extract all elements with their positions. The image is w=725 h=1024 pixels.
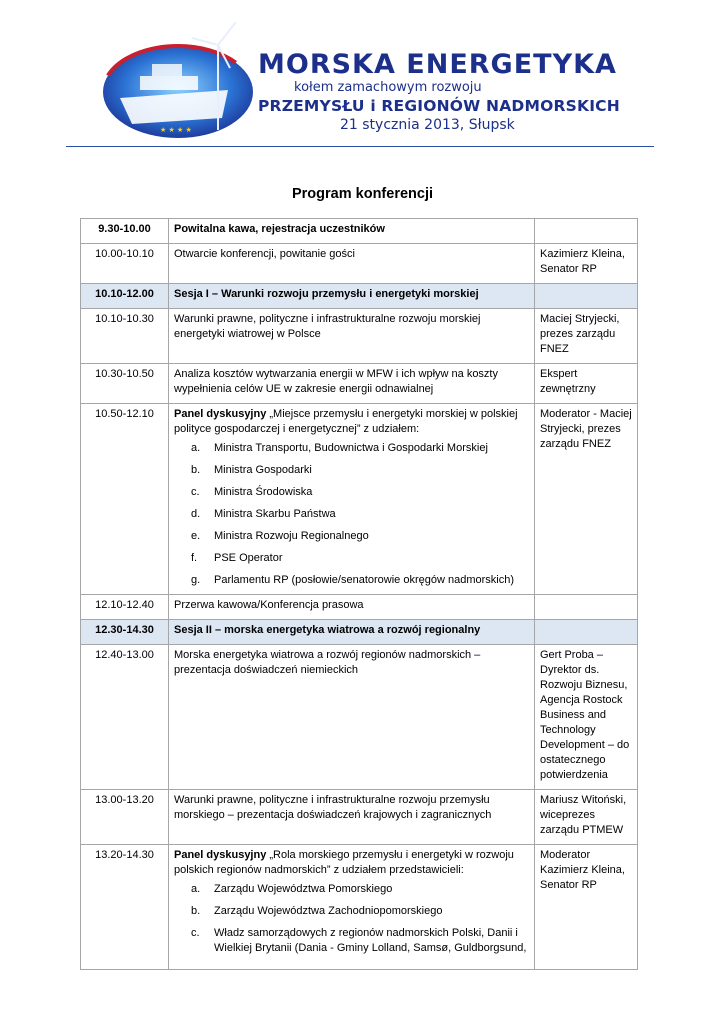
row-speaker: Kazimierz Kleina, Senator RP (535, 244, 638, 284)
row-description: Przerwa kawowa/Konferencja prasowa (169, 595, 535, 620)
table-row (81, 790, 638, 845)
list-item (174, 463, 529, 478)
row-speaker: Moderator - Maciej Stryjecki, prezes zarządu FNEZ (535, 404, 638, 595)
list-item (174, 904, 529, 919)
list-item (174, 507, 529, 522)
row-time: 13.20-14.30 (81, 845, 169, 970)
table-row (81, 309, 638, 364)
row-time: 10.50-12.10 (81, 404, 169, 595)
table-row (81, 244, 638, 284)
list-marker: e. (191, 530, 201, 542)
panel-label: Panel dyskusyjny (174, 849, 267, 861)
row-speaker: Ekspert zewnętrzny (535, 364, 638, 404)
session-row (81, 620, 638, 645)
list-marker: b. (191, 905, 201, 917)
row-speaker (535, 595, 638, 620)
panel-topic: „Rola morskiego przemysłu i energetyki w rozwoju polskich regionów nadmorskich” z udziałem przedstawicieli: (174, 849, 514, 876)
conference-subtitle-2: PRZEMYSŁU i REGIONÓW NADMORSKICH (258, 97, 620, 115)
row-speaker: Gert Proba – Dyrektor ds. Rozwoju Biznesu, Agencja Rostock Business and Technology Development – do ostatecznego potwierdzenia (535, 645, 638, 790)
list-marker: b. (191, 464, 201, 476)
row-speaker: Maciej Stryjecki, prezes zarządu FNEZ (535, 309, 638, 364)
conference-date-place: 21 stycznia 2013, Słupsk (340, 117, 515, 133)
list-text: Ministra Rozwoju Regionalnego (214, 530, 369, 542)
row-description: Powitalna kawa, rejestracja uczestników (169, 219, 535, 244)
row-speaker: Mariusz Witoński, wiceprezes zarządu PTMEW (535, 790, 638, 845)
row-time: 12.30-14.30 (81, 620, 169, 645)
row-time: 10.30-10.50 (81, 364, 169, 404)
list-item (174, 529, 529, 544)
list-item (174, 882, 529, 897)
page-title: Program konferencji (291, 186, 433, 202)
row-time: 10.00-10.10 (81, 244, 169, 284)
row-description (169, 845, 535, 970)
row-description: Morska energetyka wiatrowa a rozwój regionów nadmorskich – prezentacja doświadczeń niemieckich (169, 645, 535, 790)
conference-brand (258, 50, 658, 134)
list-text: Parlamentu RP (posłowie/senatorowie okręgów nadmorskich) (214, 574, 514, 586)
row-time: 10.10-10.30 (81, 309, 169, 364)
panel-topic: „Miejsce przemysłu i energetyki morskiej w polskiej polityce gospodarczej i energetycznej” z udziałem: (174, 408, 518, 435)
table-row (81, 845, 638, 970)
list-marker: d. (191, 508, 201, 520)
row-description: Analiza kosztów wytwarzania energii w MFW i ich wpływ na koszty wypełnienia celów UE w zakresie energii odnawialnej (169, 364, 535, 404)
program-table (80, 218, 638, 970)
row-speaker: Moderator Kazimierz Kleina, Senator RP (535, 845, 638, 970)
list-marker: f. (191, 552, 198, 564)
row-time: 9.30-10.00 (81, 219, 169, 244)
conference-title: MORSKA ENERGETYKA (258, 49, 617, 80)
row-speaker (535, 284, 638, 309)
list-item (174, 573, 529, 588)
panel-participants-list (174, 882, 529, 956)
list-marker: c. (191, 486, 200, 498)
list-marker: c. (191, 927, 200, 939)
row-time: 13.00-13.20 (81, 790, 169, 845)
svg-text:★ ★ ★ ★: ★ ★ ★ ★ (160, 126, 192, 134)
row-time: 12.40-13.00 (81, 645, 169, 790)
list-text: Ministra Gospodarki (214, 464, 312, 476)
session-row (81, 284, 638, 309)
row-description: Sesja II – morska energetyka wiatrowa a rozwój regionalny (169, 620, 535, 645)
list-text: Ministra Środowiska (214, 486, 313, 498)
row-description: Warunki prawne, polityczne i infrastrukturalne rozwoju morskiej energetyki wiatrowej w Polsce (169, 309, 535, 364)
row-description: Warunki prawne, polityczne i infrastrukturalne rozwoju przemysłu morskiego – prezentacja doświadczeń krajowych i zagranicznych (169, 790, 535, 845)
page-header (0, 0, 725, 148)
list-text: Władz samorządowych z regionów nadmorskich Polski, Danii i Wielkiej Brytanii (Dania - Gminy Lolland, Samsø, Guldborgsund, (214, 927, 527, 954)
row-description: Otwarcie konferencji, powitanie gości (169, 244, 535, 284)
conference-logo (100, 20, 270, 145)
list-item (174, 551, 529, 566)
panel-participants-list (174, 441, 529, 588)
row-speaker (535, 620, 638, 645)
conference-subtitle: kołem zamachowym rozwoju (294, 80, 482, 95)
list-item (174, 926, 529, 956)
row-time: 12.10-12.40 (81, 595, 169, 620)
table-row (81, 404, 638, 595)
list-text: Zarządu Województwa Pomorskiego (214, 883, 393, 895)
list-text: PSE Operator (214, 552, 283, 564)
table-row (81, 364, 638, 404)
list-marker: g. (191, 574, 201, 586)
list-text: Ministra Skarbu Państwa (214, 508, 336, 520)
list-marker: a. (191, 883, 201, 895)
list-text: Zarządu Województwa Zachodniopomorskiego (214, 905, 443, 917)
table-row (81, 595, 638, 620)
row-description: Sesja I – Warunki rozwoju przemysłu i energetyki morskiej (169, 284, 535, 309)
list-text: Ministra Transportu, Budownictwa i Gospodarki Morskiej (214, 442, 488, 454)
panel-label: Panel dyskusyjny (174, 408, 267, 420)
list-marker: a. (191, 442, 201, 454)
header-divider (66, 146, 654, 147)
row-speaker (535, 219, 638, 244)
row-description (169, 404, 535, 595)
list-item (174, 485, 529, 500)
list-item (174, 441, 529, 456)
table-row (81, 219, 638, 244)
table-row (81, 645, 638, 790)
row-time: 10.10-12.00 (81, 284, 169, 309)
